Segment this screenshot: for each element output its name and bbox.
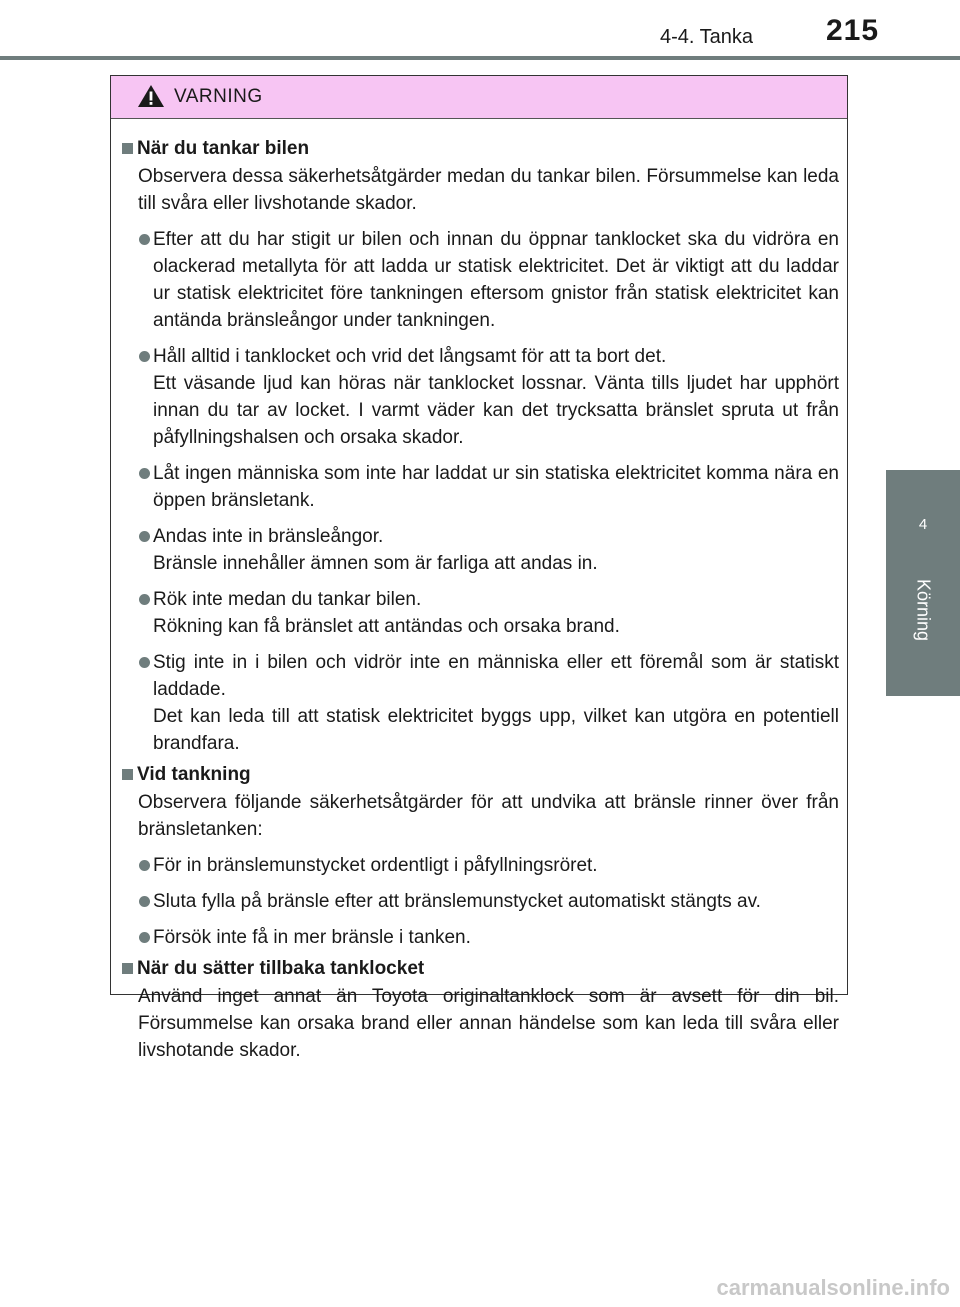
- round-bullet-icon: [139, 234, 150, 245]
- bullet-text: Andas inte in bränsleångor.: [153, 526, 384, 547]
- chapter-number: 4: [918, 516, 928, 533]
- chapter-label: Körning: [913, 578, 934, 642]
- section-heading: [121, 955, 839, 983]
- bullet-text: Efter att du har stigit ur bilen och innan du öppnar tanklocket ska du vidröra en olackerad metallyta för att ladda ur statisk elektricitet. Det är viktigt att du laddar ur statisk elektricitet före tankningen eftersom gnistor från statisk elektricitet kan antända bränsleångor under tankningen.: [153, 229, 839, 331]
- square-bullet-icon: [122, 963, 133, 974]
- bullet-item: [138, 226, 839, 334]
- bullet-text: Stig inte in i bilen och vidrör inte en människa eller ett föremål som är statiskt laddade.: [153, 652, 839, 700]
- bullet-item: [138, 852, 839, 879]
- section-heading-text: Vid tankning: [137, 764, 251, 785]
- section-paragraph: Observera dessa säkerhetsåtgärder medan du tankar bilen. Försummelse kan leda till svåra eller livshotande skador.: [138, 166, 839, 214]
- warning-section: [121, 955, 839, 1064]
- warning-section: [121, 135, 839, 757]
- warning-box: [110, 75, 848, 1061]
- section-heading-text: När du sätter tillbaka tanklocket: [137, 958, 425, 979]
- warning-content: [111, 119, 847, 1064]
- round-bullet-icon: [139, 351, 150, 362]
- round-bullet-icon: [139, 896, 150, 907]
- round-bullet-icon: [139, 932, 150, 943]
- header-rule: [0, 56, 960, 60]
- bullet-text: Låt ingen människa som inte har laddat ur sin statiska elektricitet komma nära en öppen bränsletank.: [153, 463, 839, 511]
- bullet-item: [138, 924, 839, 951]
- bullet-text: Rökning kan få bränslet att antändas och orsaka brand.: [153, 616, 620, 637]
- round-bullet-icon: [139, 860, 150, 871]
- bullet-item: [138, 649, 839, 757]
- warning-title: VARNING: [174, 86, 263, 107]
- section-heading: [121, 135, 839, 163]
- bullet-text: För in bränslemunstycket ordentligt i påfyllningsröret.: [153, 855, 598, 876]
- square-bullet-icon: [122, 143, 133, 154]
- round-bullet-icon: [139, 657, 150, 668]
- warning-header: [111, 76, 847, 119]
- bullet-item: [138, 460, 839, 514]
- bullet-text: Håll alltid i tanklocket och vrid det långsamt för att ta bort det.: [153, 346, 667, 367]
- bullet-text: Ett väsande ljud kan höras när tanklocket lossnar. Vänta tills ljudet har upphört innan du tar av locket. I varmt väder kan det trycksatta bränslet spruta ut från påfyllningshalsen och orsaka skador.: [153, 373, 839, 448]
- header-section-title: 4-4. Tanka: [660, 26, 754, 48]
- section-heading: [121, 761, 839, 789]
- page-number: 215: [826, 14, 880, 47]
- round-bullet-icon: [139, 531, 150, 542]
- warning-section: [121, 761, 839, 951]
- bullet-text: Det kan leda till att statisk elektricitet byggs upp, vilket kan utgöra en potentiell brandfara.: [153, 706, 839, 754]
- bullet-text: Bränsle innehåller ämnen som är farliga att andas in.: [153, 553, 598, 574]
- round-bullet-icon: [139, 594, 150, 605]
- round-bullet-icon: [139, 468, 150, 479]
- warning-triangle-icon: [137, 84, 165, 108]
- bullet-item: [138, 586, 839, 640]
- square-bullet-icon: [122, 769, 133, 780]
- chapter-side-tab: [886, 470, 960, 696]
- section-heading-text: När du tankar bilen: [137, 138, 310, 159]
- bullet-item: [138, 888, 839, 915]
- bullet-text: Försök inte få in mer bränsle i tanken.: [153, 927, 471, 948]
- section-paragraph: Använd inget annat än Toyota originaltanklock som är avsett för din bil. Försummelse kan orsaka brand eller annan händelse som kan leda till svåra eller livshotande skador.: [138, 986, 839, 1061]
- bullet-text: Rök inte medan du tankar bilen.: [153, 589, 422, 610]
- bullet-item: [138, 343, 839, 451]
- bullet-item: [138, 523, 839, 577]
- section-paragraph: Observera följande säkerhetsåtgärder för att undvika att bränsle rinner över från bränsletanken:: [138, 792, 839, 840]
- watermark: carmanualsonline.info: [716, 1275, 950, 1300]
- bullet-text: Sluta fylla på bränsle efter att bränslemunstycket automatiskt stängts av.: [153, 891, 761, 912]
